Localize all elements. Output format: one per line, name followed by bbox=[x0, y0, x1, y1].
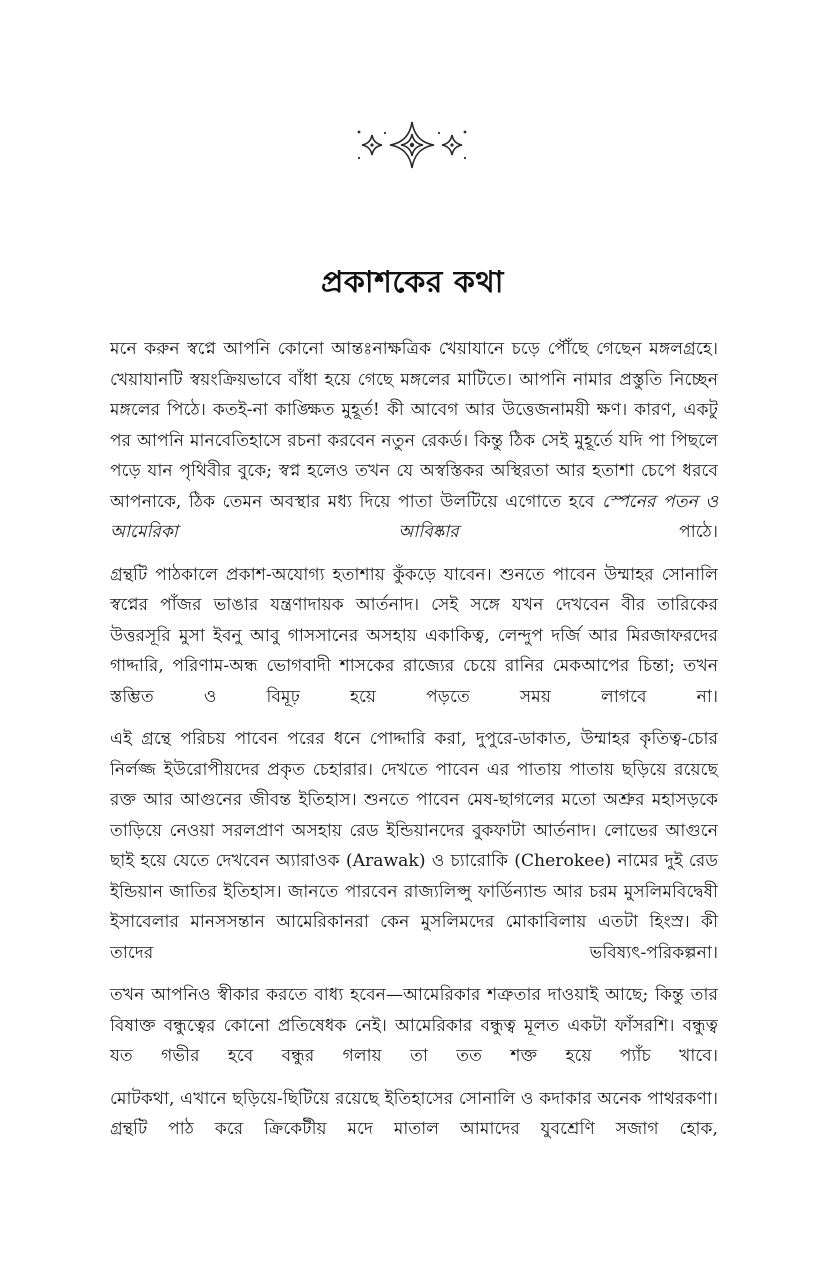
paragraph-3: এই গ্রন্থে পরিচয় পাবেন পরের ধনে পোদ্দারি করা, দুপুরে-ডাকাত, উম্মাহর কৃতিত্ব-চোর নির্লজ্জ ইউরোপীয়দের প্রকৃত চেহারার। দেখতে পাবেন এর পাতায় পাতায় ছড়িয়ে রয়েছে রক্ত আর আগুনের জীবন্ত ইতিহাস। শুনতে পাবেন মেষ-ছাগলের মতো অশ্রুর মহাসড়কে তাড়িয়ে নেওয়া সরলপ্রাণ অসহায় রেড ইন্ডিয়ানদের বুকফাটা আর্তনাদ। লোভের আগুনে ছাই হয়ে যেতে দেখবেন অ্যারাওক (Arawak) ও চ্যারোকি (Cherokee) নামের দুই রেড ইন্ডিয়ান জাতির ইতিহাস। জানতে পারবেন রাজ্যলিপ্সু ফার্ডিন্যান্ড আর চরম মুসলিমবিদ্বেষী ইসাবেলার মানসসন্তান আমেরিকানরা কেন মুসলিমদের মোকাবিলায় এতটা হিংস্র। কী তাদের ভবিষ্যৎ-পরিকল্পনা। bbox=[110, 729, 718, 963]
paragraph-1 bbox=[110, 334, 718, 548]
paragraph-1-text: মনে করুন স্বপ্নে আপনি কোনো আন্তঃনাক্ষত্রিক খেয়াযানে চড়ে পৌঁছে গেছেন মঙ্গলগ্রহে। খেয়াযানটি স্বয়ংক্রিয়ভাবে বাঁধা হয়ে গেছে মঙ্গলের মাটিতে। আপনি নামার প্রস্তুতি নিচ্ছেন মঙ্গলের পিঠে। কতই-না কাঙ্ক্ষিত মুহূর্ত! কী আবেগ আর উত্তেজনাময়ী ক্ষণ। কারণ, একটু পর আপনি মানবেতিহাসে রচনা করবেন নতুন রেকর্ড। কিন্তু ঠিক সেই মুহূর্তে যদি পা পিছলে পড়ে যান পৃথিবীর বুকে; স্বপ্ন হলেও তখন যে অস্বস্তিকর অস্থিরতা আর হতাশা চেপে ধরবে আপনাকে, ঠিক তেমন অবস্থার মধ্য দিয়ে পাতা উলটিয়ে এগোতে হবে bbox=[110, 339, 718, 512]
body-text bbox=[110, 334, 718, 1157]
diamond-star-ornament-icon bbox=[352, 118, 472, 172]
paragraph-1-ending: পাঠে। bbox=[458, 522, 718, 542]
paragraph-2: গ্রন্থটি পাঠকালে প্রকাশ-অযোগ্য হতাশায় কুঁকড়ে যাবেন। শুনতে পাবেন উম্মাহর সোনালি স্বপ্নের পাঁজর ভাঙার যন্ত্রণাদায়ক আর্তনাদ। সেই সঙ্গে যখন দেখবেন বীর তারিকের উত্তরসূরি মুসা ইবনু আবু গাসসানের অসহায় একাকিত্ব, লেন্দুপ দর্জি আর মিরজাফরদের গাদ্দারি, পরিণাম-অন্ধ ভোগবাদী শাসকের রাজ্যের চেয়ে রানির মেকআপের চিন্তা; তখন স্তম্ভিত ও বিমূঢ় হয়ে পড়তে সময় লাগবে না। bbox=[110, 564, 718, 707]
paragraph-5: মোটকথা, এখানে ছড়িয়ে-ছিটিয়ে রয়েছে ইতিহাসের সোনালি ও কদাকার অনেক পাথরকণা। গ্রন্থটি পাঠ করে ক্রিকেটীয় মদে মাতাল আমাদের যুবশ্রেণি সজাগ হোক, bbox=[110, 1088, 718, 1139]
paragraph-4: তখন আপনিও স্বীকার করতে বাধ্য হবেন—আমেরিকার শত্রুতার দাওয়াই আছে; কিন্তু তার বিষাক্ত বন্ধুত্বের কোনো প্রতিষেধক নেই। আমেরিকার বন্ধুত্ব মূলত একটা ফাঁসরশি। বন্ধুত্ব যত গভীর হবে বন্ধুর গলায় তা তত শক্ত হয়ে প্যাঁচ খাবে। bbox=[110, 985, 718, 1066]
page-title: প্রকাশকের কথা bbox=[321, 265, 504, 300]
book-title-italic: স্পেনের পতন ও আমেরিকা আবিষ্কার bbox=[110, 491, 718, 542]
